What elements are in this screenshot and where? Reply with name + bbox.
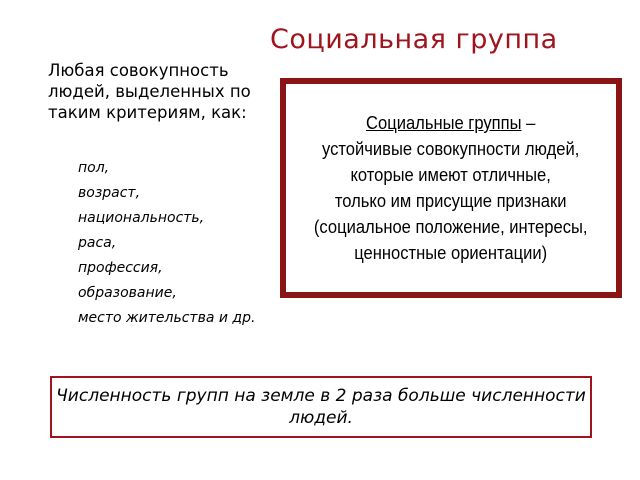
definition-box <box>280 78 622 298</box>
definition-line: ценностные ориентации) <box>354 243 548 263</box>
definition-line: только им присущие признаки <box>335 191 567 211</box>
definition-line: которые имеют отличные, <box>350 165 552 185</box>
criteria-item: место жительства и др. <box>78 310 256 326</box>
criteria-item: профессия, <box>78 260 163 276</box>
definition-text <box>314 110 588 266</box>
definition-term: Социальные группы <box>366 113 522 133</box>
criteria-item: образование, <box>78 285 177 301</box>
criteria-item: пол, <box>78 160 110 176</box>
criteria-item: раса, <box>78 235 117 251</box>
definition-line: устойчивые совокупности людей, <box>322 139 580 159</box>
note-box <box>50 376 592 438</box>
definition-first-line <box>314 110 588 136</box>
intro-text: Любая совокупность людей, выделенных по таким критериям, как: <box>48 61 251 122</box>
criteria-list <box>78 160 268 335</box>
note-text: Численность групп на земле в 2 раза больше численности людей. <box>56 386 586 428</box>
criteria-item: возраст, <box>78 185 141 201</box>
definition-line: (социальное положение, интересы, <box>314 217 588 237</box>
slide-title: Социальная группа <box>270 24 558 55</box>
definition-dash: – <box>521 113 536 133</box>
criteria-item: национальность, <box>78 210 205 226</box>
